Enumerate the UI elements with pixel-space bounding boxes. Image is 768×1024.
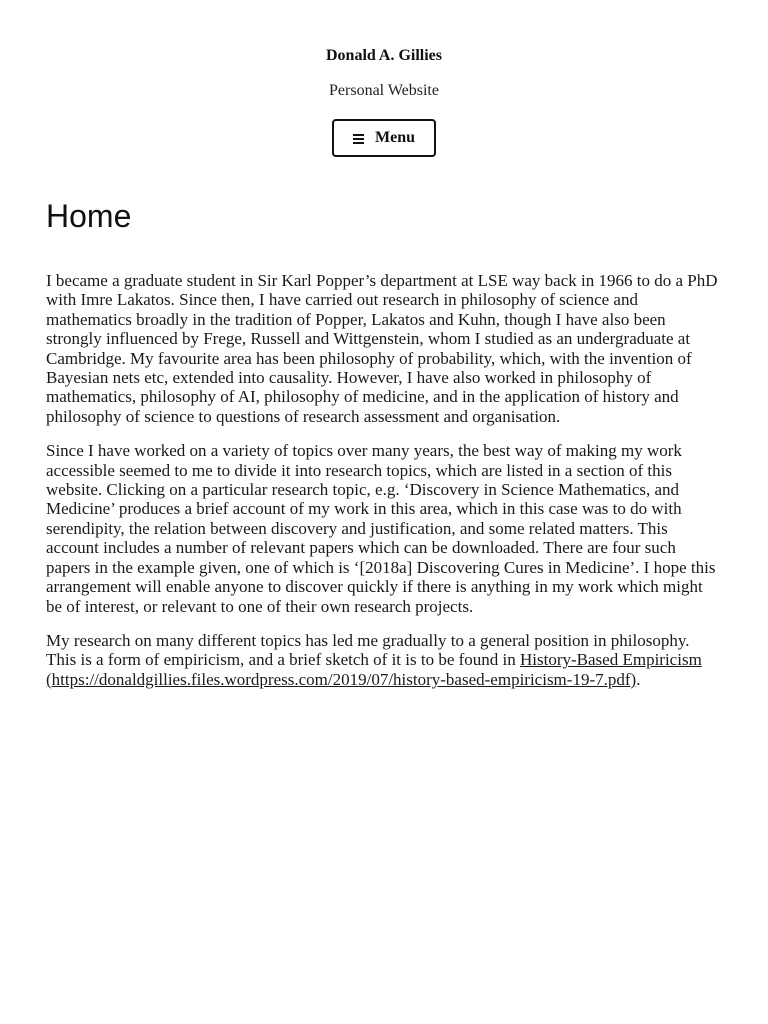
paragraph-research-topics: Since I have worked on a variety of topics over many years, the best way of making my work accessible seemed to me to divide it into research topics, which are listed in a section of this website. Clicking on a particular research topic, e.g. ‘Discovery in Science Mathematics, and Medicine’ produces a brief account of my work in this area, which in this case was to do with serendipity, the relation between discovery and justification, and some related matters. This account includes a number of relevant papers which can be downloaded. There are four such papers in the example given, one of which is ‘[2018a] Discovering Cures in Medicine’. I hope this arrangement will enable anyone to discover quickly if there is anything in my work which might be of interest, or relevant to one of their own research projects.	[46, 441, 716, 616]
hamburger-menu-icon	[353, 134, 364, 143]
site-title-link[interactable]: Donald A. Gillies	[325, 47, 443, 64]
site-header	[0, 0, 768, 157]
page-title: Home	[46, 198, 132, 234]
main-content	[0, 197, 768, 689]
menu-button-label: Menu	[375, 129, 415, 146]
menu-button[interactable]	[332, 119, 436, 157]
site-description: Personal Website	[329, 82, 439, 99]
site-title	[0, 46, 768, 66]
paragraph-empiricism-text: My research on many different topics has led me gradually to a general position in philosophy. This is a form of empiricism, and a brief sketch of it is to be found in	[46, 630, 690, 670]
paragraph-empiricism	[46, 631, 721, 689]
paragraph-empiricism-end: .	[636, 669, 641, 689]
history-based-empiricism-link[interactable]: History-Based Empiricism (https://donaldgillies.files.wordpress.com/2019/07/history-based-empiricism-19-7.pdf)	[46, 650, 702, 689]
paragraph-intro: I became a graduate student in Sir Karl Popper’s department at LSE way back in 1966 to do a PhD with Imre Lakatos. Since then, I have carried out research in philosophy of science and mathematics broadly in the tradition of Popper, Lakatos and Kuhn, though I have also been strongly influenced by Frege, Russell and Wittgenstein, whom I studied as an undergraduate at Cambridge. My favourite area has been philosophy of probability, which, with the invention of Bayesian nets etc, extended into causality. However, I have also worked in philosophy of mathematics, philosophy of AI, philosophy of medicine, and in the application of history and philosophy of science to questions of research assessment and organisation.	[46, 271, 718, 426]
entry-content	[46, 271, 721, 689]
